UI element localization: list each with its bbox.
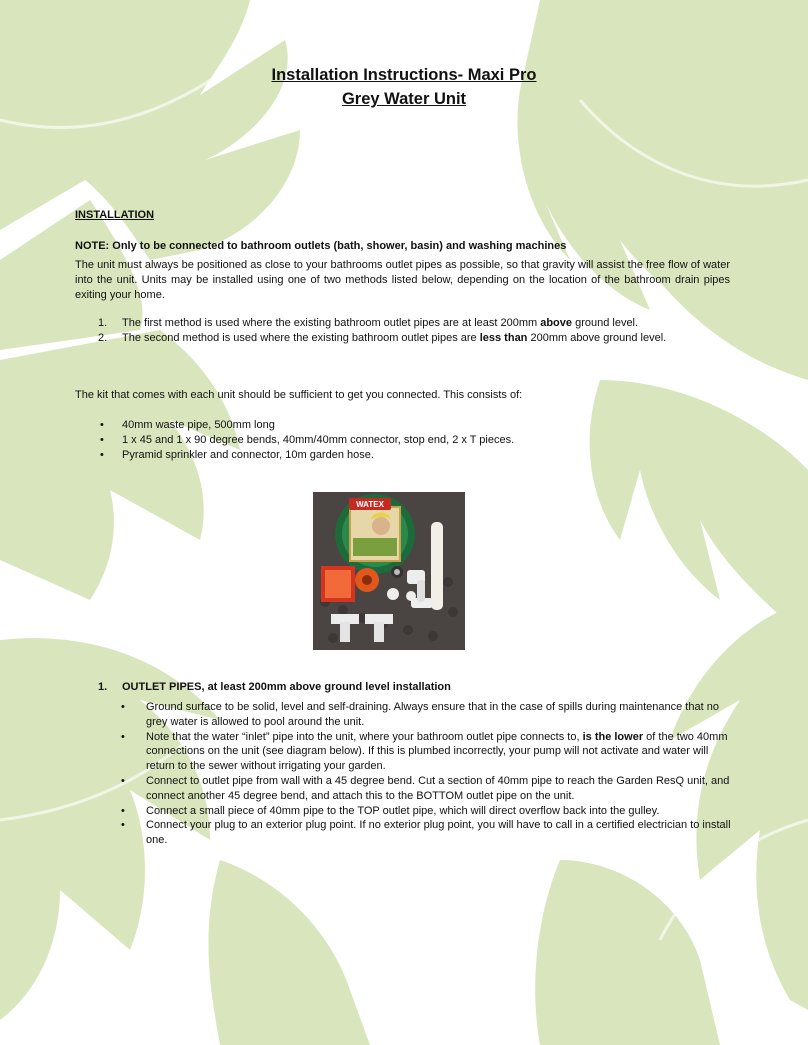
step-text: Note that the water “inlet” pipe into the unit, where your bathroom outlet pipe connects to, — [146, 730, 583, 743]
bullet-icon: • — [121, 819, 125, 832]
methods-list — [75, 316, 730, 346]
step-text: Ground surface to be solid, level and self-draining. Always ensure that in the case of spills during maintenance that no grey water is allowed to pool around the unit. — [146, 701, 719, 728]
outlet-heading-text: OUTLET PIPES, at least 200mm above ground level installation — [122, 681, 451, 693]
bullet-icon: • — [100, 434, 104, 446]
outlet-step — [121, 818, 731, 848]
kit-intro: The kit that comes with each unit should be sufficient to get you connected. This consists of: — [75, 389, 523, 401]
kit-item — [75, 448, 514, 463]
installation-heading: INSTALLATION — [75, 209, 155, 221]
list-number: 2. — [98, 332, 108, 344]
document-title: Installation Instructions- Maxi Pro — [271, 66, 537, 84]
photo-brand-label: WATEX — [356, 500, 384, 509]
step-emphasis: is the lower — [582, 730, 644, 743]
document-subtitle: Grey Water Unit — [341, 90, 467, 108]
list-number: 1. — [98, 317, 108, 329]
outlet-step — [121, 774, 731, 804]
method-text-end: ground level. — [572, 317, 639, 329]
method-item — [75, 331, 730, 346]
step-text: Connect a small piece of 40mm pipe to the TOP outlet pipe, which will direct overflow back into the gulley. — [146, 804, 660, 817]
kit-item-text: Pyramid sprinkler and connector, 10m garden hose. — [122, 449, 374, 461]
method-text: The second method is used where the existing bathroom outlet pipes are — [122, 332, 480, 344]
intro-paragraph: The unit must always be positioned as close to your bathrooms outlet pipes as possible, so that gravity will assist the free flow of water into the unit. Units may be installed using one of two methods listed below, depending on the location of the bathroom drain pipes exiting your home. — [75, 259, 730, 301]
bullet-icon: • — [121, 804, 125, 817]
method-item — [75, 316, 730, 331]
outlet-steps-list — [121, 700, 731, 848]
bullet-icon: • — [100, 449, 104, 461]
bullet-icon: • — [121, 774, 125, 787]
kit-item-text: 1 x 45 and 1 x 90 degree bends, 40mm/40mm connector, stop end, 2 x T pieces. — [122, 434, 515, 446]
method-text: The first method is used where the existing bathroom outlet pipes are at least 200mm — [122, 317, 541, 329]
kit-item — [75, 433, 514, 448]
bullet-icon: • — [121, 701, 125, 713]
connection-note: NOTE: Only to be connected to bathroom outlets (bath, shower, basin) and washing machines — [75, 240, 567, 252]
method-text-end: 200mm above ground level. — [527, 332, 667, 344]
kit-photo — [313, 492, 465, 650]
method-emphasis: less than — [479, 332, 528, 344]
step-text: Connect your plug to an exterior plug point. If no exterior plug point, you will have to call in a certified electrician to install one. — [146, 819, 731, 847]
outlet-step — [121, 804, 731, 819]
bullet-icon: • — [100, 419, 104, 431]
outlet-step — [121, 700, 731, 730]
step-text-end: of the two 40mm connections on the unit (see diagram below). If this is plumbed incorrectly, your pump will not activate and water will return to the sewer without irrigating your garden. — [146, 730, 728, 773]
kit-item — [75, 418, 514, 433]
kit-item-text: 40mm waste pipe, 500mm long — [122, 419, 275, 431]
method-emphasis: above — [540, 317, 573, 329]
kit-list — [75, 418, 514, 463]
outlet-step — [121, 730, 731, 774]
step-text: Connect to outlet pipe from wall with a 45 degree bend. Cut a section of 40mm pipe to reach the Garden ResQ unit, and connect another 45 degree bend, and attach this to the BOTTOM outlet pipe on the unit. — [146, 774, 730, 802]
list-number: 1. — [98, 681, 108, 693]
bullet-icon: • — [121, 730, 125, 743]
